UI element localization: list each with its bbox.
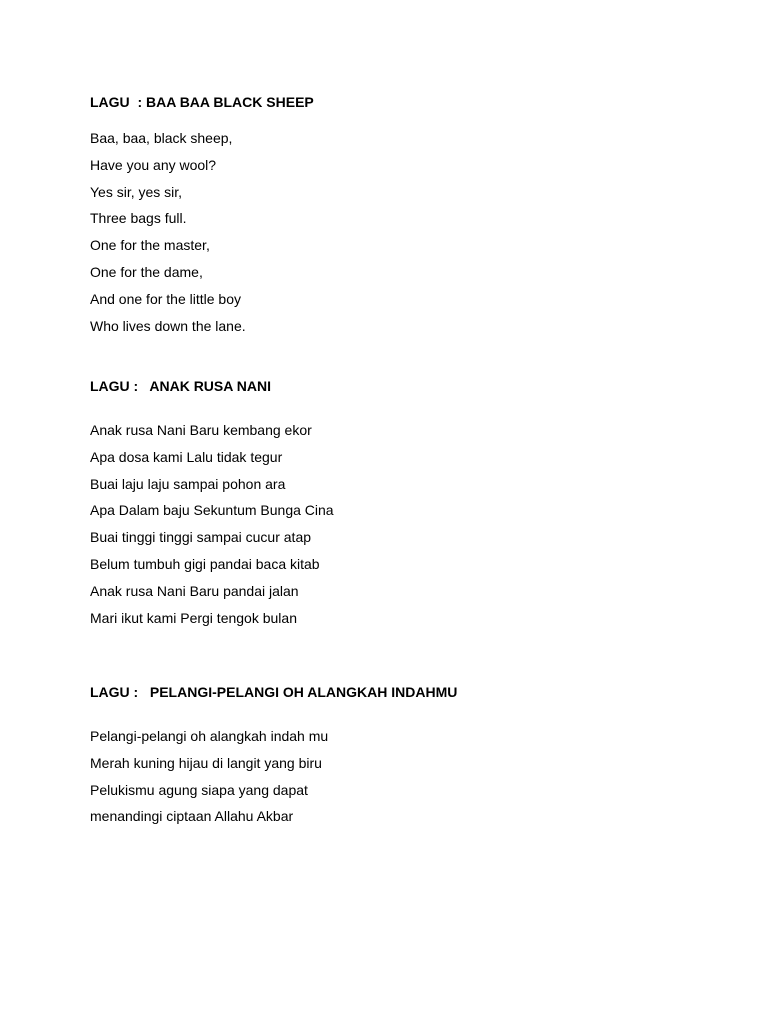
lyric-line: One for the dame, [90, 263, 203, 280]
lyric-line: Have you any wool? [90, 156, 217, 173]
song-baa-baa-black-sheep [90, 94, 314, 339]
lyrics-list [90, 417, 334, 631]
lyric-line: Who lives down the lane. [90, 317, 246, 334]
lyric-line: Apa dosa kami Lalu tidak tegur [90, 448, 283, 465]
song-pelangi-pelangi [90, 684, 457, 830]
lyric-line: Mari ikut kami Pergi tengok bulan [90, 609, 297, 626]
lyric-line: Belum tumbuh gigi pandai baca kitab [90, 555, 320, 572]
lyric-line: Buai laju laju sampai pohon ara [90, 475, 286, 492]
lyric-line: One for the master, [90, 237, 210, 254]
lyric-line: Yes sir, yes sir, [90, 183, 183, 200]
song-title: LAGU : ANAK RUSA NANI [90, 378, 271, 394]
lyric-line: Merah kuning hijau di langit yang biru [90, 754, 322, 771]
song-anak-rusa-nani [90, 378, 334, 631]
song-title: LAGU : BAA BAA BLACK SHEEP [90, 94, 314, 110]
lyrics-list [90, 723, 457, 830]
lyric-line: Anak rusa Nani Baru kembang ekor [90, 422, 312, 438]
lyric-line: Apa Dalam baju Sekuntum Bunga Cina [90, 502, 334, 519]
song-title: LAGU : PELANGI-PELANGI OH ALANGKAH INDAHMU [90, 684, 458, 700]
lyric-line: Pelangi-pelangi oh alangkah indah mu [90, 728, 329, 744]
lyric-line: And one for the little boy [90, 290, 241, 307]
lyric-line: Pelukismu agung siapa yang dapat [90, 781, 308, 798]
lyric-line: Three bags full. [90, 210, 187, 227]
lyric-line: menandingi ciptaan Allahu Akbar [90, 808, 294, 825]
lyrics-list [90, 125, 314, 339]
lyric-line: Baa, baa, black sheep, [90, 130, 233, 146]
lyric-line: Buai tinggi tinggi sampai cucur atap [90, 529, 312, 546]
lyric-line: Anak rusa Nani Baru pandai jalan [90, 582, 299, 599]
